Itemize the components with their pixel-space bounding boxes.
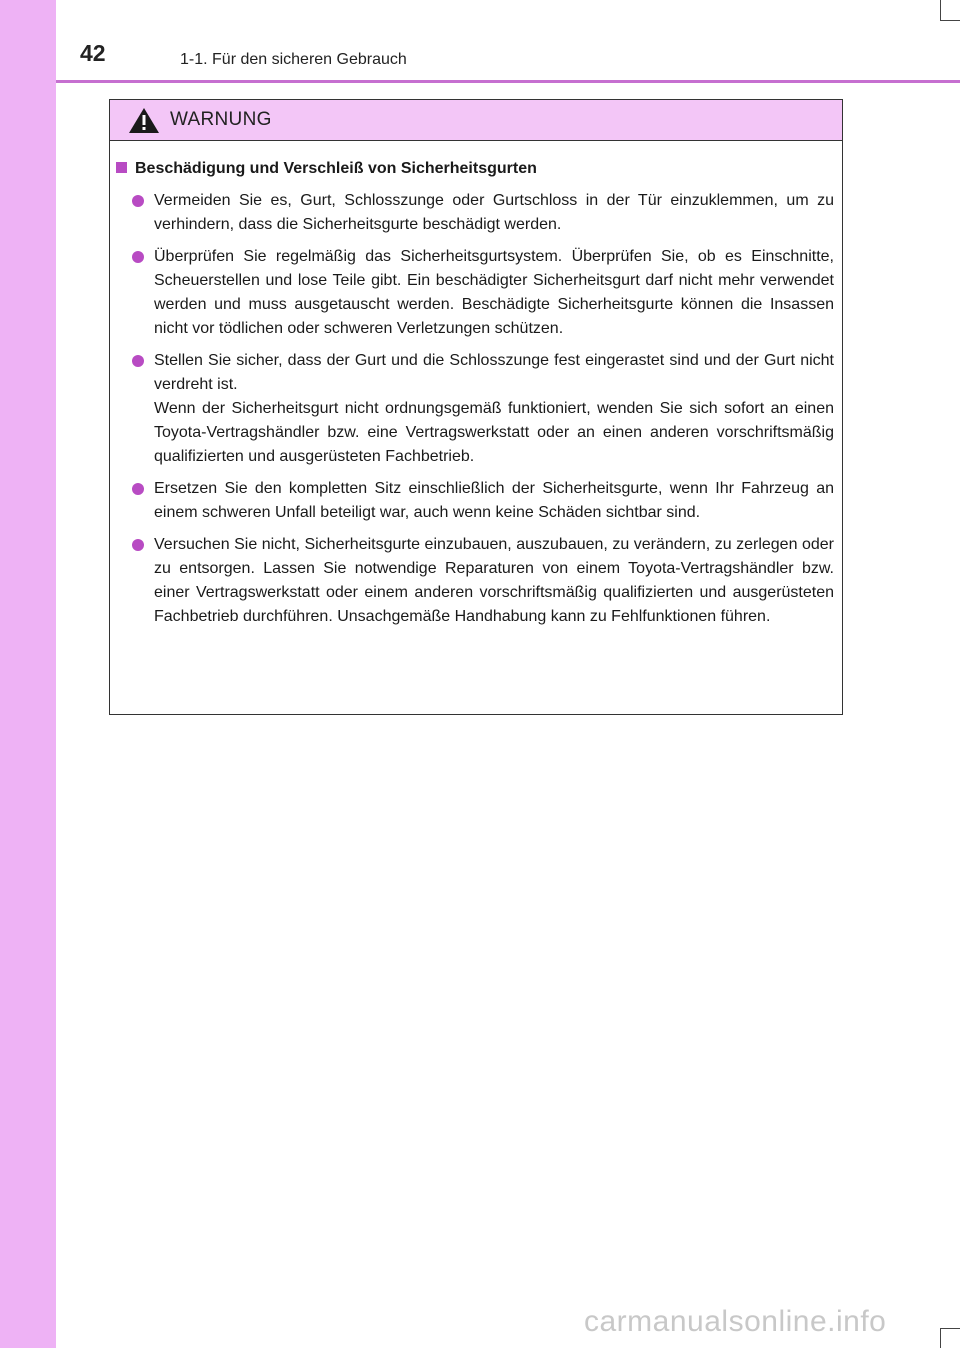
chapter-title: 1-1. Für den sicheren Gebrauch: [180, 51, 407, 68]
crop-mark: [940, 1328, 960, 1329]
list-item-text: Ersetzen Sie den kompletten Sitz einschließlich der Sicherheitsgurte, wenn Ihr Fahrzeug an einem schweren Unfall beteiligt war, auch wenn keine Schäden sichtbar sind.: [154, 480, 834, 521]
square-bullet-icon: [116, 162, 127, 173]
round-bullet-icon: [132, 483, 144, 495]
round-bullet-icon: [132, 195, 144, 207]
section-heading-text: Beschädigung und Verschleiß von Sicherheitsgurten: [135, 160, 537, 177]
list-item: [116, 477, 834, 525]
round-bullet-icon: [132, 539, 144, 551]
round-bullet-icon: [132, 355, 144, 367]
section-heading: [116, 157, 834, 181]
warning-box: [109, 99, 843, 715]
warning-title: WARNUNG: [170, 109, 272, 130]
list-item-text: Versuchen Sie nicht, Sicherheitsgurte einzubauen, auszubauen, zu verändern, zu zerlegen oder zu entsorgen. Lassen Sie notwendige Reparaturen von einem Toyota-Vertragshändler bzw. einer Vertragswerkstatt oder einem anderen vorschriftsmäßig qualifizierten und ausgerüsteten Fachbetrieb durchführen. Unsachgemäße Handhabung kann zu Fehlfunktionen führen.: [154, 536, 834, 625]
watermark: carmanualsonline.info: [584, 1305, 887, 1338]
list-item-text: Überprüfen Sie regelmäßig das Sicherheitsgurtsystem. Überprüfen Sie, ob es Einschnitte, Scheuerstellen und lose Teile gibt. Ein beschädigter Sicherheitsgurt darf nicht mehr verwendet werden und muss ausgetauscht werden. Beschädigte Sicherheitsgurte können die Insassen nicht vor tödlichen oder schweren Verletzungen schützen.: [154, 248, 834, 337]
list-item-text: Vermeiden Sie es, Gurt, Schlosszunge oder Gurtschloss in der Tür einzuklemmen, um zu verhindern, dass die Sicherheitsgurte beschädigt werden.: [154, 192, 834, 233]
warning-body: [110, 141, 842, 629]
warning-triangle-icon: [128, 106, 160, 134]
page-number: 42: [80, 40, 106, 66]
header-rule: [56, 80, 960, 83]
crop-mark: [940, 0, 941, 20]
warning-header: [110, 100, 842, 141]
list-item: [116, 245, 834, 341]
list-item: [116, 189, 834, 237]
list-item-text: Stellen Sie sicher, dass der Gurt und die Schlosszunge fest eingerastet sind und der Gurt nicht verdreht ist. Wenn der Sicherheitsgurt nicht ordnungsgemäß funktioniert, wenden Sie sich sofort an einen Toyota-Vertragshändler bzw. eine Vertragswerkstatt oder an einen anderen vorschriftsmäßig qualifizierten und ausgerüsteten Fachbetrieb.: [154, 352, 834, 465]
list-item: [116, 533, 834, 629]
round-bullet-icon: [132, 251, 144, 263]
side-color-strip: [0, 0, 56, 1348]
list-item: [116, 349, 834, 469]
crop-mark: [940, 1328, 941, 1348]
crop-mark: [940, 20, 960, 21]
